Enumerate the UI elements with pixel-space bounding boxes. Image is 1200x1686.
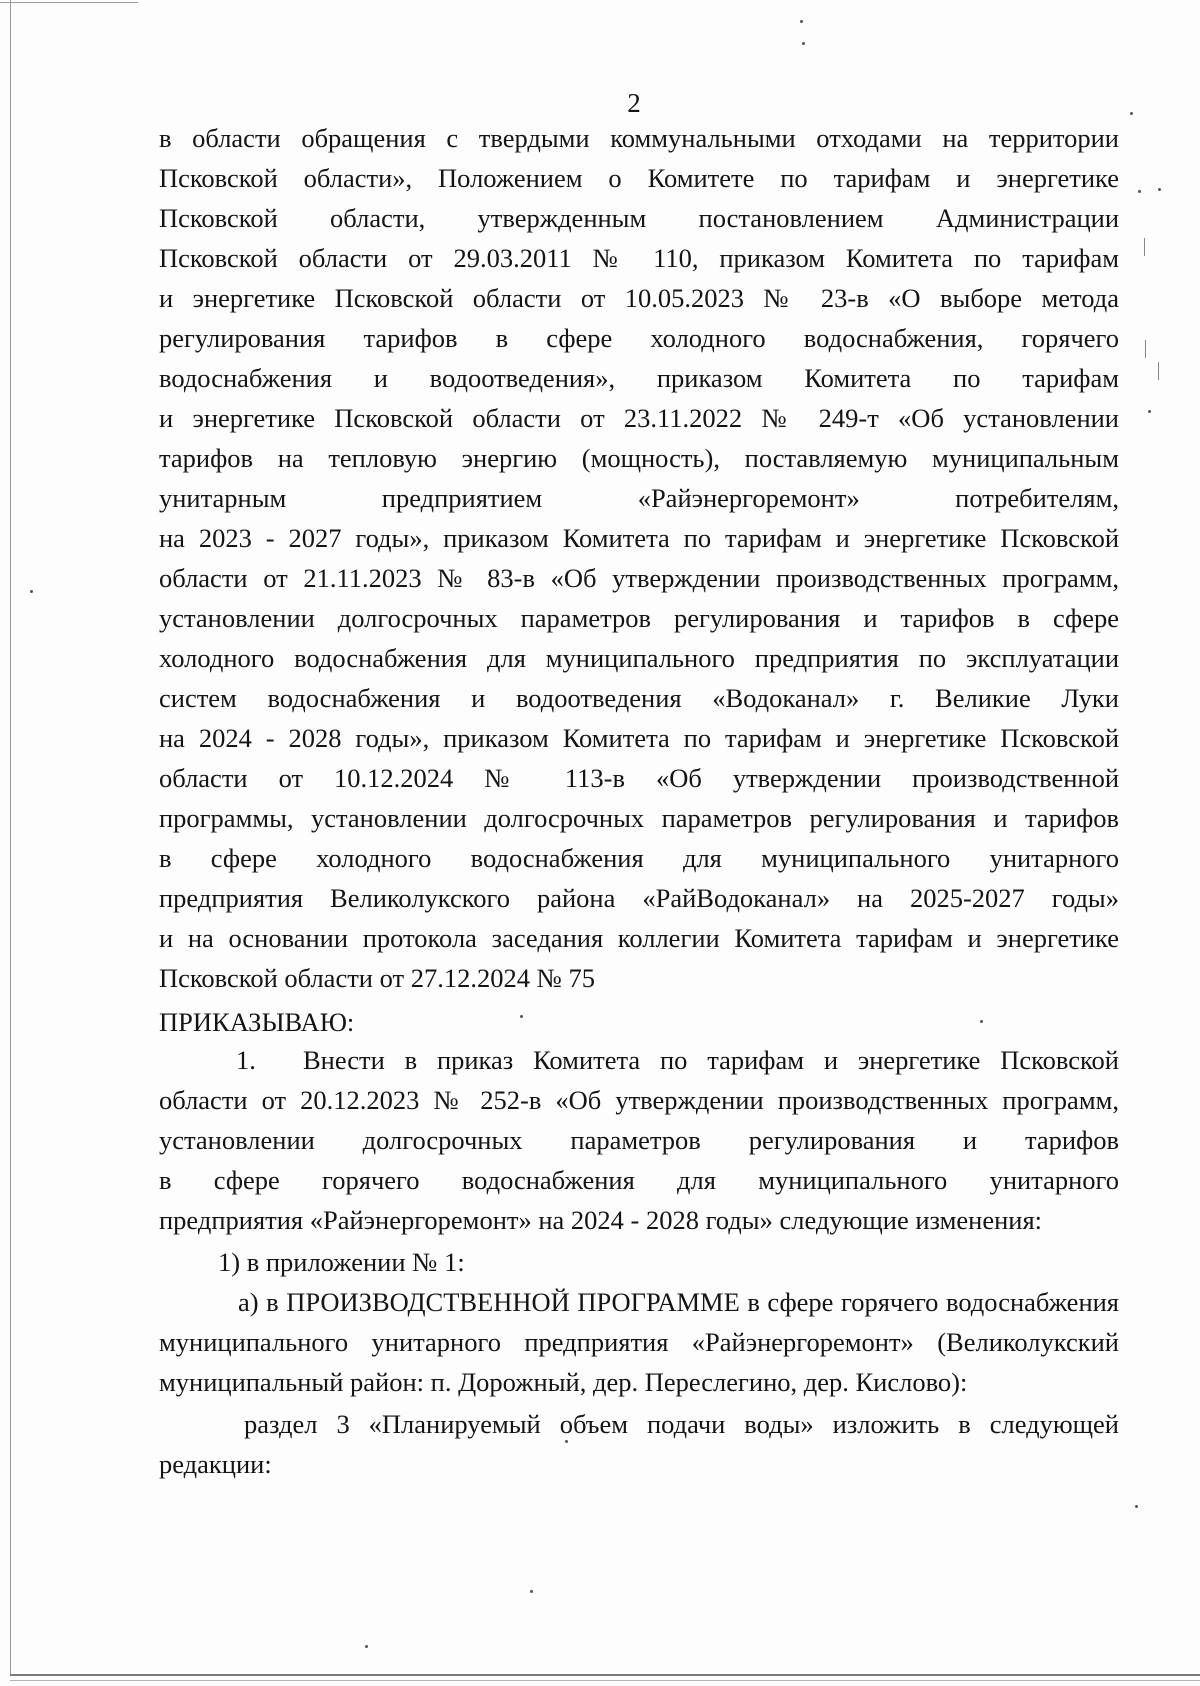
text-line: унитарным предприятием «Райэнергоремонт» потребителям, — [159, 483, 1119, 513]
text-line: Псковской области от 27.12.2024 № 75 — [159, 963, 595, 993]
scan-mark — [1145, 340, 1146, 358]
scan-speck — [530, 1590, 533, 1593]
text-line: водоснабжения и водоотведения», приказом Комитета по тарифам — [159, 363, 1119, 393]
item-line: предприятия «Райэнергоремонт» на 2024 - 2028 годы» следующие изменения: — [159, 1205, 1043, 1235]
page-number: 2 — [627, 88, 641, 118]
subitem-a-first-line: а) в ПРОИЗВОДСТВЕННОЙ ПРОГРАММЕ в сфере горячего водоснабжения — [238, 1287, 1119, 1317]
text-line: и энергетике Псковской области от 23.11.2022 № 249-т «Об установлении — [159, 403, 1119, 433]
text-line: Псковской области, утвержденным постановлением Администрации — [159, 203, 1119, 233]
text-line: регулирования тарифов в сфере холодного водоснабжения, горячего — [159, 323, 1119, 353]
text-line: и энергетике Псковской области от 10.05.2023 № 23-в «О выборе метода — [159, 283, 1119, 313]
text-line: на 2024 - 2028 годы», приказом Комитета по тарифам и энергетике Псковской — [159, 723, 1119, 753]
text-line: в сфере холодного водоснабжения для муниципального унитарного — [159, 843, 1119, 873]
scan-speck — [802, 42, 805, 45]
scan-speck — [365, 1645, 368, 1648]
item-line: в сфере горячего водоснабжения для муниципального унитарного — [159, 1165, 1119, 1195]
text-line: и на основании протокола заседания коллегии Комитета тарифам и энергетике — [159, 923, 1119, 953]
scan-speck — [30, 590, 33, 593]
scan-speck — [1158, 188, 1161, 191]
subitem-a-line: муниципальный район: п. Дорожный, дер. Переслегино, дер. Кислово): — [159, 1367, 968, 1397]
text-line: систем водоснабжения и водоотведения «Водоканал» г. Великие Луки — [159, 683, 1119, 713]
text-line: установлении долгосрочных параметров регулирования и тарифов в сфере — [159, 603, 1119, 633]
section-first-line: раздел 3 «Планируемый объем подачи воды» изложить в следующей — [244, 1409, 1119, 1439]
text-line: области от 21.11.2023 № 83-в «Об утверждении производственных программ, — [159, 563, 1119, 593]
scan-border-top — [0, 2, 138, 3]
scan-border-left — [10, 0, 11, 1676]
scan-mark — [1144, 238, 1145, 256]
text-line: тарифов на тепловую энергию (мощность), поставляемую муниципальным — [159, 443, 1119, 473]
item-number: 1. — [236, 1045, 256, 1075]
item-line: области от 20.12.2023 № 252-в «Об утверждении производственных программ, — [159, 1085, 1119, 1115]
text-line: в области обращения с твердыми коммунальными отходами на территории — [159, 123, 1119, 153]
scan-speck — [1138, 190, 1141, 193]
text-line: Псковской области», Положением о Комитете по тарифам и энергетике — [159, 163, 1119, 193]
item-first-line: Внести в приказ Комитета по тарифам и энергетике Псковской — [303, 1045, 1119, 1075]
text-line: программы, установлении долгосрочных параметров регулирования и тарифов — [159, 803, 1119, 833]
scan-speck — [1135, 1505, 1138, 1508]
scan-speck — [1130, 112, 1133, 115]
text-line: предприятия Великолукского района «РайВодоканал» на 2025-2027 годы» — [159, 883, 1119, 913]
scan-speck — [980, 1020, 983, 1023]
subitem-a-line: муниципального унитарного предприятия «Райэнергоремонт» (Великолукский — [159, 1327, 1119, 1357]
scan-border-bottom — [10, 1674, 1200, 1676]
order-heading: ПРИКАЗЫВАЮ: — [159, 1007, 355, 1037]
text-line: холодного водоснабжения для муниципального предприятия по эксплуатации — [159, 643, 1119, 673]
subitem-1: 1) в приложении № 1: — [218, 1247, 465, 1277]
text-line: области от 10.12.2024 № 113-в «Об утверждении производственной — [159, 763, 1119, 793]
scan-mark — [1158, 362, 1159, 380]
item-line: установлении долгосрочных параметров регулирования и тарифов — [159, 1125, 1119, 1155]
scan-speck — [1148, 410, 1151, 413]
text-line: Псковской области от 29.03.2011 № 110, приказом Комитета по тарифам — [159, 243, 1119, 273]
scan-border-bottom-secondary — [10, 1680, 1200, 1681]
section-line: редакции: — [159, 1449, 272, 1479]
text-line: на 2023 - 2027 годы», приказом Комитета по тарифам и энергетике Псковской — [159, 523, 1119, 553]
scan-speck — [800, 20, 803, 23]
